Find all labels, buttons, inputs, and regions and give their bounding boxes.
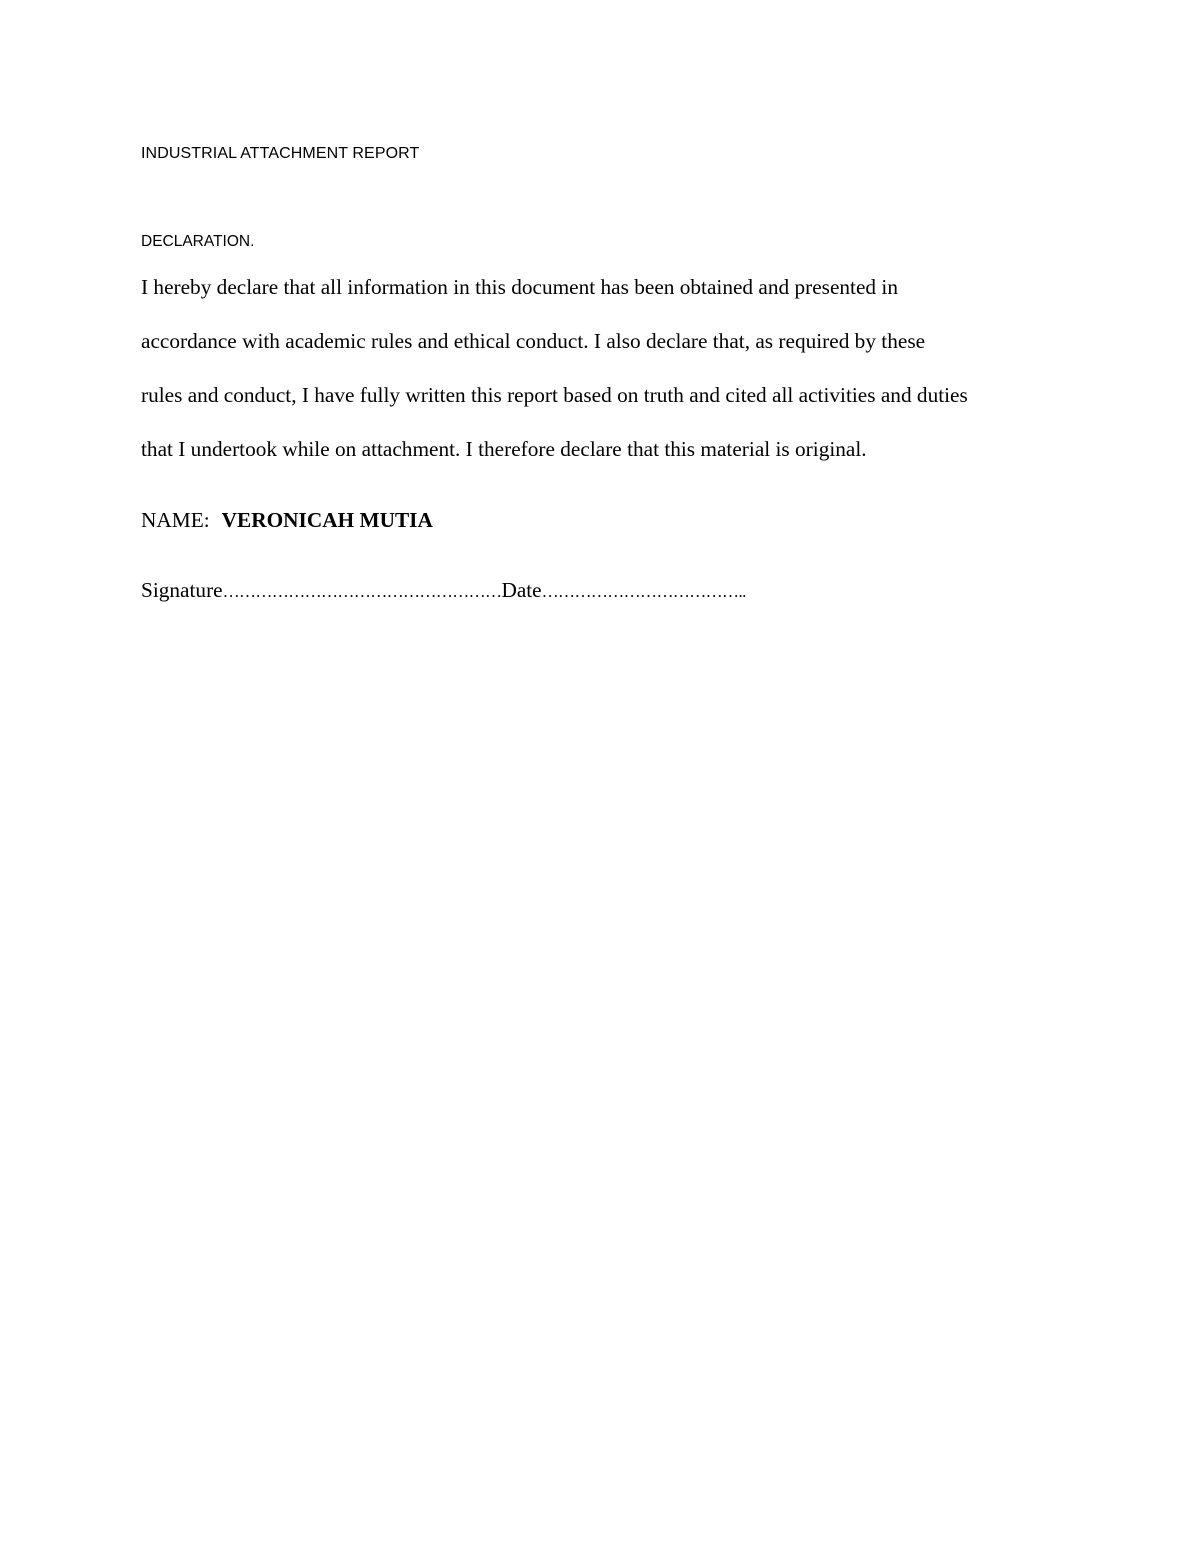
date-line: ……………………………….. xyxy=(541,582,746,601)
signature-date-row xyxy=(141,578,746,603)
signature-line: …………………………………………… xyxy=(222,582,502,601)
declaration-line-3: rules and conduct, I have fully written this report based on truth and cited all activities and duties xyxy=(141,383,968,407)
date-label: Date xyxy=(501,578,542,602)
declaration-line-1: I hereby declare that all information in this document has been obtained and presented in xyxy=(141,275,898,299)
name-row xyxy=(141,508,433,533)
report-title: INDUSTRIAL ATTACHMENT REPORT xyxy=(141,145,420,162)
declaration-line-4: that I undertook while on attachment. I therefore declare that this material is original. xyxy=(141,437,867,461)
declaration-line-2: accordance with academic rules and ethical conduct. I also declare that, as required by these xyxy=(141,329,926,353)
name-value: VERONICAH MUTIA xyxy=(221,508,433,532)
signature-label: Signature xyxy=(141,578,223,602)
name-label: NAME: xyxy=(141,508,210,532)
declaration-heading: DECLARATION. xyxy=(141,233,255,250)
